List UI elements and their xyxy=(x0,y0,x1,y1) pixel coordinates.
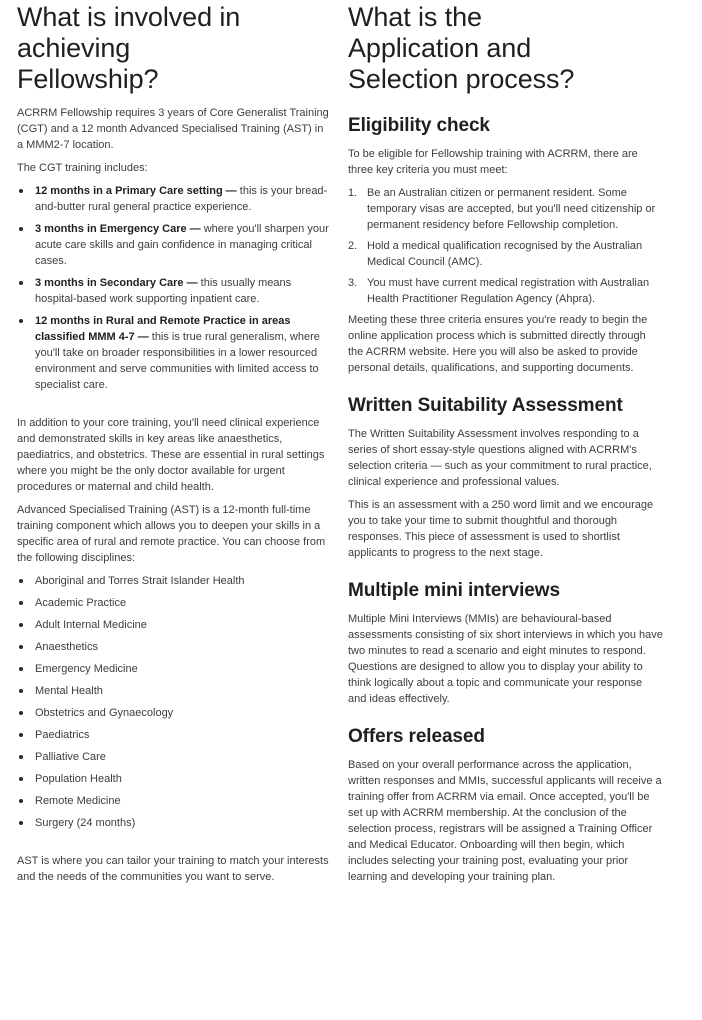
discipline-item: Palliative Care xyxy=(17,749,332,765)
bullet-icon xyxy=(19,711,23,715)
cgt-item: 12 months in Rural and Remote Practice in areas classified MMM 4-7 — this is true rural generalism, where you'll take on broader responsibilities in a lower resourced environment and serve communities with limited access to specialist care. xyxy=(17,313,332,393)
discipline-item: Paediatrics xyxy=(17,727,332,743)
cgt-item: 3 months in Emergency Care — where you'll sharpen your acute care skills and gain confidence in managing critical cases. xyxy=(17,221,332,269)
bullet-icon xyxy=(19,579,23,583)
cgt-item: 3 months in Secondary Care — this usually means hospital-based work supporting inpatient care. xyxy=(17,275,332,307)
cgt-lead: The CGT training includes: xyxy=(17,162,148,174)
fellowship-intro: ACRRM Fellowship requires 3 years of Core Generalist Training (CGT) and a 12 month Advanced Specialised Training (AST) in a MMM2-7 location. xyxy=(17,107,329,151)
bullet-icon xyxy=(19,755,23,759)
eligibility-heading: Eligibility check xyxy=(348,115,490,136)
eligibility-outro: Meeting these three criteria ensures you're ready to begin the online application process which is submitted directly through the ACRRM website. Here you will also be asked to provide personal details, qualifications, and supporting documents. xyxy=(348,314,648,374)
discipline-item: Population Health xyxy=(17,771,332,787)
discipline-item: Emergency Medicine xyxy=(17,661,332,677)
bullet-icon xyxy=(19,227,23,231)
bullet-icon xyxy=(19,645,23,649)
discipline-item: Obstetrics and Gynaecology xyxy=(17,705,332,721)
discipline-item: Surgery (24 months) xyxy=(17,815,332,831)
bullet-icon xyxy=(19,689,23,693)
bullet-icon xyxy=(19,601,23,605)
eligibility-criteria-list xyxy=(348,185,663,307)
application-column xyxy=(348,0,663,885)
written-assessment-para-1: The Written Suitability Assessment involves responding to a series of short essay-style questions aligned with ACRRM's selection criteria — such as your commitment to rural practice, clinical experience and professional values. xyxy=(348,428,652,488)
mmi-paragraph: Multiple Mini Interviews (MMIs) are behavioural-based assessments consisting of six short interviews in which you have two minutes to read a scenario and eight minutes to respond. Questions are designed to allow you to display your ability to think logically about a topic and communicate your response and ideas effectively. xyxy=(348,613,663,705)
discipline-item: Academic Practice xyxy=(17,595,332,611)
discipline-item: Anaesthetics xyxy=(17,639,332,655)
criteria-item: 2. Hold a medical qualification recognised by the Australian Medical Council (AMC). xyxy=(348,240,643,268)
offers-heading: Offers released xyxy=(348,726,485,747)
clinical-skills-paragraph: In addition to your core training, you'll need clinical experience and demonstrated skills in key areas like anaesthetics, paediatrics, and obstetrics. These are essential in rural settings where you might be the only doctor available for urgent procedures or maternal and child health. xyxy=(17,417,325,493)
fellowship-column xyxy=(17,0,332,885)
discipline-item: Adult Internal Medicine xyxy=(17,617,332,633)
ast-paragraph: Advanced Specialised Training (AST) is a 12-month full-time training component which allows you to deepen your skills in a specific area of rural and remote practice. You can choose from the following disciplines: xyxy=(17,504,326,564)
cgt-item: 12 months in a Primary Care setting — this is your bread-and-butter rural general practice experience. xyxy=(17,183,332,215)
criteria-item: 3. You must have current medical registration with Australian Health Practitioner Regulation Agency (Ahpra). xyxy=(348,277,650,305)
bullet-icon xyxy=(19,777,23,781)
bullet-icon xyxy=(19,821,23,825)
cgt-list xyxy=(17,183,332,393)
discipline-item: Mental Health xyxy=(17,683,332,699)
eligibility-intro: To be eligible for Fellowship training with ACRRM, there are three key criteria you must meet: xyxy=(348,148,638,176)
ast-closing-paragraph: AST is where you can tailor your training to match your interests and the needs of the communities you want to serve. xyxy=(17,855,329,883)
discipline-item: Aboriginal and Torres Strait Islander Health xyxy=(17,573,332,589)
mmi-heading: Multiple mini interviews xyxy=(348,580,560,601)
fellowship-heading: What is involved in achieving Fellowship? xyxy=(17,2,241,94)
bullet-icon xyxy=(19,799,23,803)
criteria-item: 1. Be an Australian citizen or permanent resident. Some temporary visas are accepted, but you'll need citizenship or permanent residency before Fellowship completion. xyxy=(348,187,656,231)
written-assessment-heading: Written Suitability Assessment xyxy=(348,395,623,416)
bullet-icon xyxy=(19,667,23,671)
written-assessment-para-2: This is an assessment with a 250 word limit and we encourage you to take your time to submit thoughtful and thorough responses. This piece of assessment is used to shortlist applicants to progress to the next stage. xyxy=(348,499,654,559)
bullet-icon xyxy=(19,733,23,737)
bullet-icon xyxy=(19,189,23,193)
application-heading: What is the Application and Selection process? xyxy=(348,2,575,94)
discipline-item: Remote Medicine xyxy=(17,793,332,809)
bullet-icon xyxy=(19,319,23,323)
ast-disciplines-list xyxy=(17,573,332,831)
bullet-icon xyxy=(19,281,23,285)
bullet-icon xyxy=(19,623,23,627)
offers-paragraph: Based on your overall performance across the application, written responses and MMIs, successful applicants will receive a training offer from ACRRM via email. Once accepted, you'll be set up with ACRRM membership. At the conclusion of the selection process, registrars will be assigned a Training Officer and Medical Educator. Onboarding will then begin, which includes selecting your training post, evaluating your prior learning and developing your training plan. xyxy=(348,759,662,883)
